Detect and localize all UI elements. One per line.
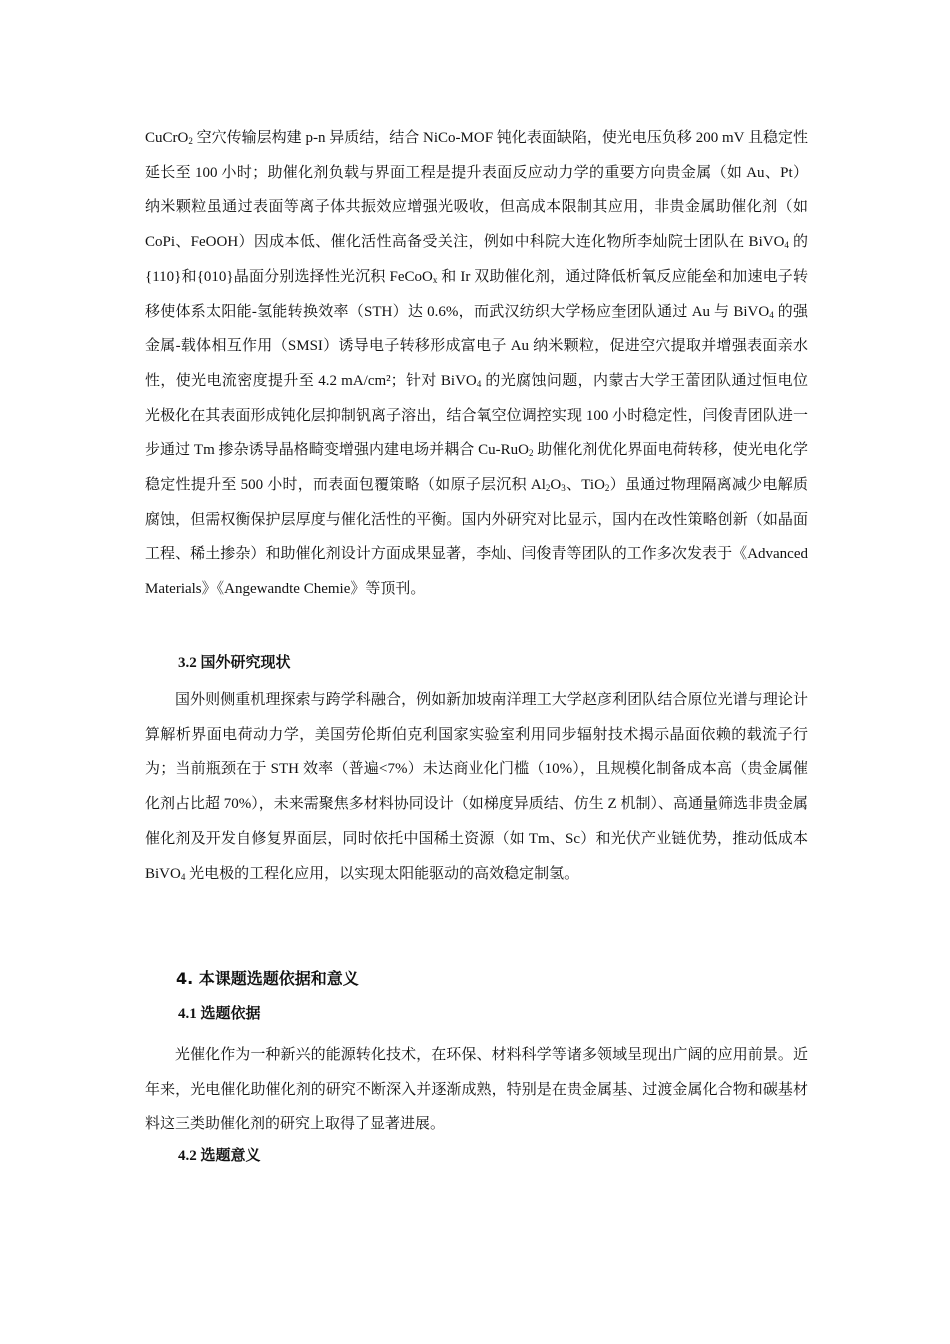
chapter-heading-4: 4. 本课题选题依据和意义 [176,969,359,988]
section-heading-3-2: 3.2 国外研究现状 [178,655,291,671]
paragraph-domestic-research: CuCrO$_2$ 空穴传输层构建 p-n 异质结，结合 NiCo-MOF 钝化表面缺陷，使光电压负移 200 mV 且稳定性延长至 100 小时；助催化剂负载与界面工程是提升表面反应动力学的重要方向贵金属（如 Au、Pt）纳米颗粒虽通过表面等离子体共振效应增强光吸收，但高成本限制其应用，非贵金属助催化剂（如 CoPi、FeOOH）因成本低、催化活性高备受关注，例如中科院大连化物所李灿院士团队在 BiVO$_4$ 的{110}和{010}晶面分别选择性光沉积 FeCoO$_x$ 和 Ir 双助催化剂，通过降低析氧反应能垒和加速电子转移使体系太阳能-氢能转换效率（STH）达 0.6%，而武汉纺织大学杨应奎团队通过 Au 与 BiVO$_4$ 的强金属-载体相互作用（SMSI）诱导电子转移形成富电子 Au 纳米颗粒，促进空穴提取并增强表面亲水性，使光电流密度提升至 4.2 mA/cm²；针对 BiVO$_4$ 的光腐蚀问题，内蒙古大学王蕾团队通过恒电位光极化在其表面形成钝化层抑制钒离子溶出，结合氧空位调控实现 100 小时稳定性，闫俊青团队进一步通过 Tm 掺杂诱导晶格畸变增强内建电场并耦合 Cu-RuO$_2$ 助催化剂优化界面电荷转移，使光电化学稳定性提升至 500 小时，而表面包覆策略（如原子层沉积 $Al_2O_3$、TiO$_2$）虽通过物理隔离减少电解质腐蚀，但需权衡保护层厚度与催化活性的平衡。国内外研究对比显示，国内在改性策略创新（如晶面工程、稀土掺杂）和助催化剂设计方面成果显著，李灿、闫俊青等团队的工作多次发表于《Advanced Materials》《Angewandte Chemie》等顶刊。 [145,130,808,598]
paragraph-topic-basis: 光催化作为一种新兴的能源转化技术，在环保、材料科学等诸多领域呈现出广阔的应用前景。近年来，光电催化助催化剂的研究不断深入并逐渐成熟，特别是在贵金属基、过渡金属化合物和碳基材料这三类助催化剂的研究上取得了显著进展。 [145,1047,808,1133]
section-heading-4-2: 4.2 选题意义 [178,1148,261,1164]
section-heading-4-1: 4.1 选题依据 [178,1006,261,1022]
paragraph-foreign-research: 国外则侧重机理探索与跨学科融合，例如新加坡南洋理工大学赵彦利团队结合原位光谱与理论计算解析界面电荷动力学，美国劳伦斯伯克利国家实验室利用同步辐射技术揭示晶面依赖的载流子行为；当前瓶颈在于 STH 效率（普遍<7%）未达商业化门槛（10%），且规模化制备成本高（贵金属催化剂占比超 70%），未来需聚焦多材料协同设计（如梯度异质结、仿生 Z 机制）、高通量筛选非贵金属催化剂及开发自修复界面层，同时依托中国稀土资源（如 Tm、Sc）和光伏产业链优势，推动低成本 BiVO$_4$ 光电极的工程化应用，以实现太阳能驱动的高效稳定制氢。 [145,692,808,882]
